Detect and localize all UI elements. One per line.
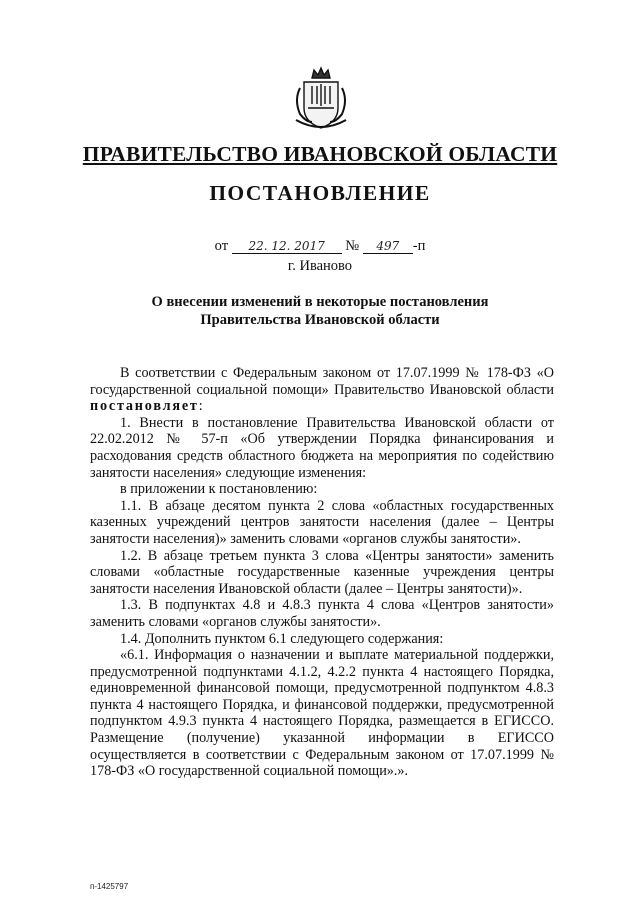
number-suffix: -п [412, 238, 426, 254]
paragraph-appendix: в приложении к постановлению: [120, 481, 318, 498]
document-code: п-1425797 [90, 882, 129, 891]
subject-line-2: Правительства Ивановской области [200, 312, 440, 328]
city-line: г. Иваново [287, 258, 353, 274]
intro-resolves-word: постановляет [90, 398, 199, 415]
subject-line-1: О внесении изменений в некоторые постановления [151, 294, 489, 310]
date-number-line [0, 238, 640, 255]
paragraph-1-1: 1.1. В абзаце десятом пункта 2 слова «областных государственных казенных учреждений центров занятости населения (далее – Центры занятости населения)» заменить словами «органов службы занятости». [90, 497, 554, 547]
intro-colon: : [198, 398, 203, 415]
government-title: ПРАВИТЕЛЬСТВО ИВАНОВСКОЙ ОБЛАСТИ [82, 142, 558, 166]
paragraph-1: 1. Внести в постановление Правительства Ивановской области от 22.02.2012 № 57-п «Об утверждении Порядка финансирования и расходования средств областного бюджета на мероприятия по содействию занятости населения» следующие изменения: [90, 414, 554, 481]
date-prefix: от [214, 238, 229, 254]
paragraph-1-3: 1.3. В подпунктах 4.8 и 4.8.3 пункта 4 слова «Центров занятости» заменить словами «органов службы занятости». [90, 597, 554, 630]
document-body [90, 365, 554, 780]
paragraph-1-2: 1.2. В абзаце третьем пункта 3 слова «Центры занятости» заменить словами «областные государственные казенные учреждения центры занятости населения Ивановской области (далее – Центры занятости)». [90, 547, 554, 597]
coat-of-arms-emblem [292, 64, 350, 132]
number-sign: № [345, 238, 360, 254]
handwritten-number: 497 [363, 239, 413, 254]
handwritten-date: 22. 12. 2017 [232, 239, 342, 254]
document-type-title: ПОСТАНОВЛЕНИЕ [209, 181, 431, 205]
paragraph-6-1: «6.1. Информация о назначении и выплате материальной поддержки, предусмотренной подпунктами 4.1.2, 4.2.2 пункта 4 настоящего Порядка, единовременной финансовой помощи, предусмотренной подпунктом 4.8.3 пункта 4 настоящего Порядка, и финансовой поддержки, предусмотренной подпунктом 4.9.3 пункта 4 настоящего Порядка, размещается в ЕГИССО. Размещение (получение) указанной информации в ЕГИССО осуществляется в соответствии с Федеральным законом от 17.07.1999 № 178-ФЗ «О государственной социальной помощи».». [90, 647, 554, 780]
intro-text: В соответствии с Федеральным законом от 17.07.1999 № 178-ФЗ «О государственной социальной помощи» Правительство Ивановской области [90, 365, 554, 398]
intro-paragraph [90, 365, 554, 415]
document-subject [0, 293, 640, 329]
paragraph-1-4: 1.4. Дополнить пунктом 6.1 следующего содержания: [120, 630, 444, 647]
